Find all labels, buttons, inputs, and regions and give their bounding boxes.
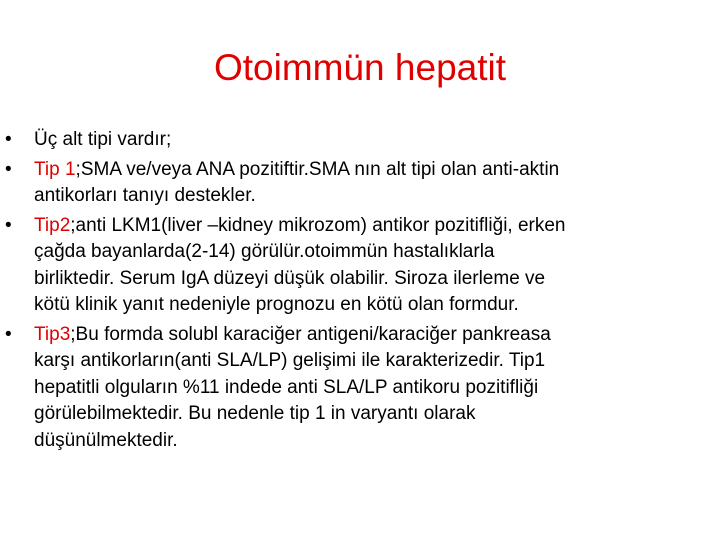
bullet-line: karşı antikorların(anti SLA/LP) gelişimi ile karakterizedir. Tip1 (34, 350, 546, 371)
bullet-lead: Tip2 (34, 214, 71, 236)
bullet-line (34, 127, 712, 154)
bullet-line: antikorları tanıyı destekler. (34, 185, 256, 206)
bullet-dot-icon: • (5, 214, 12, 236)
bullet-text: Üç alt tipi vardır; (34, 129, 172, 150)
bullet-dot-icon: • (5, 323, 12, 345)
bullet-text: ;anti LKM1(liver –kidney mikrozom) antikor pozitifliği, erken (70, 214, 566, 236)
slide-title: Otoimmün hepatit (213, 47, 507, 88)
bullet-item-2 (0, 157, 720, 210)
bullet-text: ;SMA ve/veya ANA pozitiftir.SMA nın alt tipi olan anti-aktin (75, 158, 560, 180)
bullet-text: ;Bu formda solubl karaciğer antigeni/karaciğer pankreasa (70, 323, 551, 345)
bullet-item-3 (0, 213, 720, 319)
bullet-line: birliktedir. Serum IgA düzeyi düşük olabilir. Siroza ilerleme ve (34, 267, 546, 289)
bullet-item-4 (0, 322, 720, 455)
bullet-line: kötü klinik yanıt nedeniyle prognozu en kötü olan formdur. (34, 294, 519, 315)
bullet-dot-icon: • (5, 158, 12, 180)
bullet-dot-icon: • (5, 129, 12, 150)
bullet-line: görülebilmektedir. Bu nedenle tip 1 in varyantı olarak (34, 403, 476, 424)
bullet-list (0, 127, 720, 457)
bullet-line (34, 322, 712, 349)
bullet-line (34, 157, 712, 184)
bullet-line: düşünülmektedir. (34, 429, 178, 451)
bullet-lead: Tip 1 (34, 158, 76, 180)
bullet-lead: Tip3 (34, 323, 71, 345)
bullet-line: çağda bayanlarda(2-14) görülür.otoimmün hastalıklarla (34, 241, 495, 262)
bullet-line (34, 213, 712, 240)
bullet-line: hepatitli olguların %11 indede anti SLA/LP antikoru pozitifliği (34, 376, 539, 398)
bullet-item-1 (0, 127, 720, 154)
